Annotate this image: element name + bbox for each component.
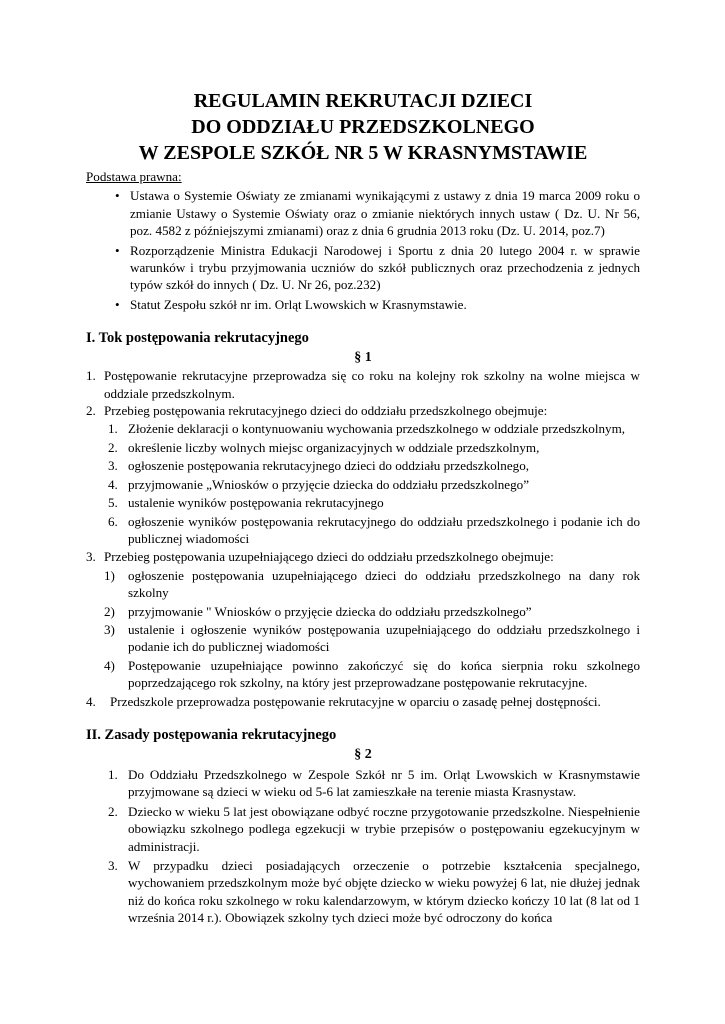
list-item: 3. ogłoszenie postępowania rekrutacyjnego dzieci do oddziału przedszkolnego, — [108, 458, 530, 474]
section-1-point-4: 4. Przedszkole przeprowadza postępowanie rekrutacyjne w oparciu o zasadę pełnej dostępności. — [86, 693, 601, 709]
document-title — [86, 88, 640, 166]
list-item: 2. Dziecko w wieku 5 lat jest obowiązane odbyć roczne przygotowanie przedszkolne. Niespełnienie obowiązku szkolnego podlega egzekucji w trybie przepisów o postępowaniu egzekucyjnym w administracji. — [108, 803, 640, 854]
list-item: 3) ustalenie i ogłoszenie wyników postępowania uzupełniającego do oddziału przedszkolnego i podanie ich do publicznej wiadomości — [104, 621, 640, 655]
section-1-point-3-list — [86, 567, 640, 692]
list-item: 6. ogłoszenie wyników postępowania rekrutacyjnego do oddziału przedszkolnego i podanie ich do publicznej wiadomości — [108, 513, 640, 546]
title-line-1: REGULAMIN REKRUTACJI DZIECI — [193, 90, 533, 112]
section-1-point-2: 2. Przebieg postępowania rekrutacyjnego dzieci do oddziału przedszkolnego obejmuje: — [86, 403, 548, 419]
section-1-point-1: 1. Postępowanie rekrutacyjne przeprowadza się co roku na kolejny rok szkolny na wolne miejsca w oddziale przedszkolnym. — [86, 368, 640, 401]
list-item: 4. przyjmowanie „Wniosków o przyjęcie dziecka do oddziału przedszkolnego” — [108, 476, 530, 492]
section-1-point-2-list — [86, 420, 640, 547]
bullet-icon: • — [115, 188, 120, 204]
legal-basis-item: • Rozporządzenie Ministra Edukacji Narodowej i Sportu z dnia 20 lutego 2004 r. w sprawie warunków i trybu przyjmowania uczniów do szkół publicznych oraz przechodzenia z jednych typów szkół do innych ( Dz. U. Nr 26, poz.232) — [115, 242, 640, 293]
paragraph-1-mark: § 1 — [354, 350, 372, 366]
paragraph-2-mark: § 2 — [354, 746, 372, 762]
list-item: 3. W przypadku dzieci posiadających orzeczenie o potrzebie kształcenia specjalnego, wychowaniem przedszkolnym może być objęte dziecko w wieku powyżej 6 lat, nie dłużej jednak niż do końca roku szkolnego w roku kalendarzowym, w którym dziecko kończy 10 lat (8 lat od 1 września 2014 r.). Obowiązek szkolny tych dzieci może być odroczony do końca — [108, 858, 640, 926]
list-item: 1) ogłoszenie postępowania uzupełniającego dzieci do oddziału przedszkolnego na dany rok szkolny — [104, 567, 640, 601]
bullet-icon: • — [115, 242, 120, 258]
legal-basis-list — [86, 187, 640, 313]
list-item: 2. określenie liczby wolnych miejsc organizacyjnych w oddziale przedszkolnym, — [108, 439, 540, 455]
legal-basis-item: • Ustawa o Systemie Oświaty ze zmianami wynikającymi z ustawy z dnia 19 marca 2009 roku o zmianie Ustawy o Systemie Oświaty oraz o zmianie niektórych innych ustaw ( Dz. U. Nr 56, poz. 4582 z późniejszymi zmianami) oraz z dnia 6 grudnia 2013 roku (Dz. U. 2014, poz.7) — [115, 188, 640, 239]
section-2-list — [86, 766, 640, 927]
list-item: 1. Złożenie deklaracji o kontynuowaniu wychowania przedszkolnego w oddziale przedszkolnym, — [108, 421, 626, 437]
list-item: 1. Do Oddziału Przedszkolnego w Zespole Szkół nr 5 im. Orląt Lwowskich w Krasnymstawie przyjmowane są dzieci w wieku od 5-6 lat zamieszkałe na terenie miasta Krasnystaw. — [108, 766, 640, 800]
bullet-icon: • — [115, 296, 120, 312]
title-line-2: DO ODDZIAŁU PRZEDSZKOLNEGO — [191, 116, 535, 138]
title-line-3: W ZESPOLE SZKÓŁ NR 5 W KRASNYMSTAWIE — [138, 142, 588, 164]
legal-basis-label: Podstawa prawna: — [86, 169, 182, 184]
section-1-point-3: 3. Przebieg postępowania uzupełniającego dzieci do oddziału przedszkolnego obejmuje: — [86, 549, 554, 565]
document-page — [86, 88, 640, 929]
list-item: 4) Postępowanie uzupełniające powinno zakończyć się do końca sierpnia roku szkolnego poprzedzającego rok szkolny, na który jest przeprowadzane postępowanie rekrutacyjne. — [104, 657, 640, 691]
legal-basis-item: • Statut Zespołu szkół nr im. Orląt Lwowskich w Krasnymstawie. — [115, 296, 467, 312]
section-1-title: I. Tok postępowania rekrutacyjnego — [86, 330, 309, 347]
list-item: 5. ustalenie wyników postępowania rekrutacyjnego — [108, 495, 384, 511]
section-2-title: II. Zasady postępowania rekrutacyjnego — [86, 726, 337, 743]
list-item: 2) przyjmowanie " Wniosków o przyjęcie dziecka do oddziału przedszkolnego” — [104, 603, 532, 619]
